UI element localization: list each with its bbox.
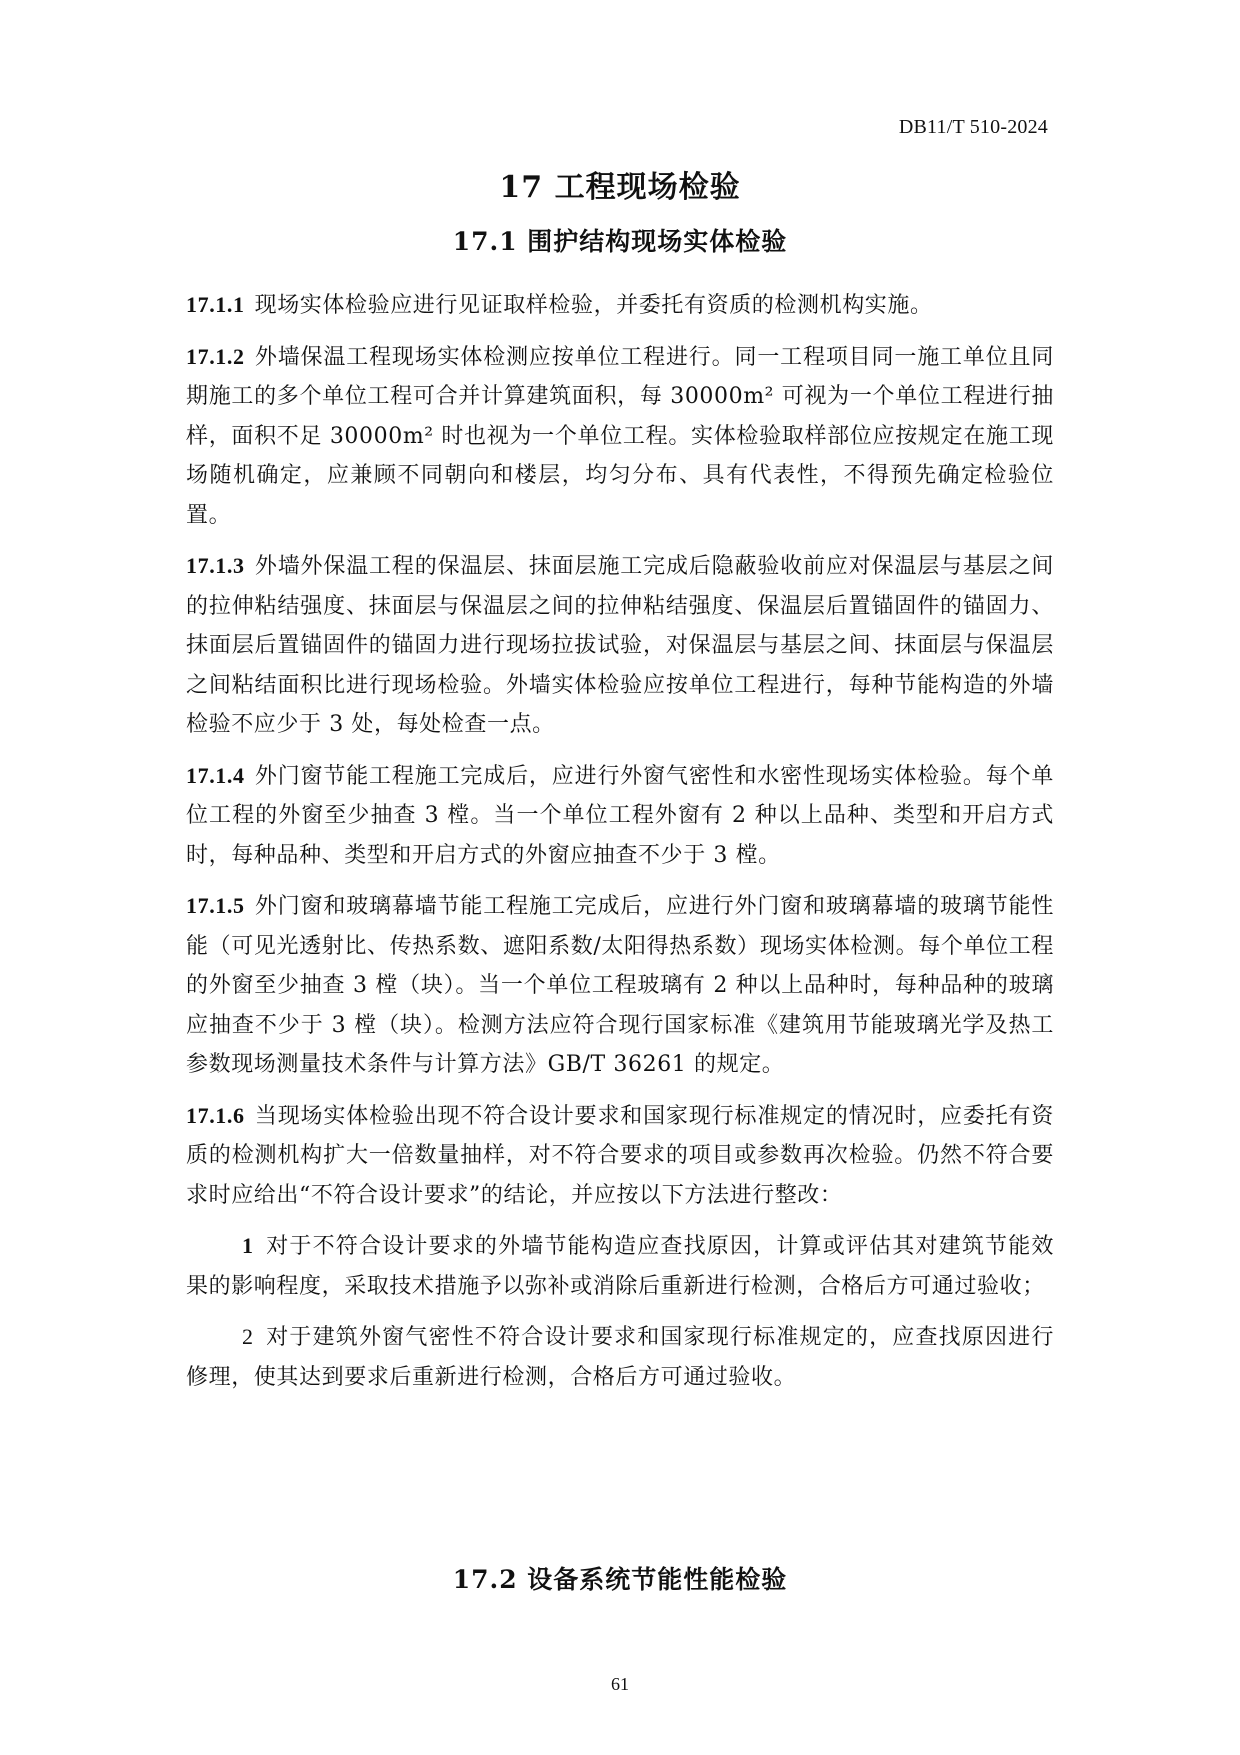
item-number: 2 [242,1324,254,1349]
clause-17-1-3 [186,546,1054,745]
clause-17-1-2 [186,337,1054,536]
standard-code: DB11/T 510-2024 [898,116,1048,138]
item-text: 对于不符合设计要求的外墙节能构造应查找原因，计算或评估其对建筑节能效果的影响程度，采取技术措施予以弥补或消除后重新进行检测，合格后方可通过验收； [186,1234,1054,1299]
clause-17-1-6 [186,1096,1054,1216]
list-item-2 [186,1317,1054,1397]
clause-17-1-4 [186,756,1054,876]
clause-number: 17.1.1 [186,292,245,317]
clause-text: 外墙保温工程现场实体检测应按单位工程进行。同一工程项目同一施工单位且同期施工的多个单位工程可合并计算建筑面积，每 30000m² 可视为一个单位工程进行抽样，面积不足 30000m² 时也视为一个单位工程。实体检验取样部位应按规定在施工现场随机确定，应兼顾不同朝向和楼层，均匀分布、具有代表性，不得预先确定检验位置。 [186,344,1054,528]
clause-17-1-1 [186,285,1054,326]
clause-text: 外墙外保温工程的保温层、抹面层施工完成后隐蔽验收前应对保温层与基层之间的拉伸粘结强度、抹面层与保温层之间的拉伸粘结强度、保温层后置锚固件的锚固力、抹面层后置锚固件的锚固力进行现场拉拔试验，对保温层与基层之间、抹面层与保温层之间粘结面积比进行现场检验。外墙实体检验应按单位工程进行，每种节能构造的外墙检验不应少于 3 处，每处检查一点。 [186,554,1054,737]
clause-number: 17.1.6 [186,1102,245,1128]
clause-number: 17.1.3 [186,553,245,578]
chapter-title: 17 工程现场检验 [499,170,741,205]
page-number: 61 [611,1674,629,1694]
item-number: 1 [242,1233,254,1258]
content-body [186,285,1054,1408]
clause-number: 17.1.2 [186,343,245,369]
clause-text: 外门窗和玻璃幕墙节能工程施工完成后，应进行外门窗和玻璃幕墙的玻璃节能性能（可见光透射比、传热系数、遮阳系数/太阳得热系数）现场实体检测。每个单位工程的外窗至少抽查 3 樘（块）。当一个单位工程玻璃有 2 种以上品种时，每种品种的玻璃应抽查不少于 3 樘（块）。检测方法应符合现行国家标准《建筑用节能玻璃光学及热工参数现场测量技术条件与计算方法》GB/T 36261 的规定。 [186,894,1054,1077]
clause-text: 外门窗节能工程施工完成后，应进行外窗气密性和水密性现场实体检验。每个单位工程的外窗至少抽查 3 樘。当一个单位工程外窗有 2 种以上品种、类型和开启方式时，每种品种、类型和开启方式的外窗应抽查不少于 3 樘。 [186,763,1054,868]
clause-number: 17.1.5 [186,893,245,918]
section-title-17-1: 17.1 围护结构现场实体检验 [452,227,788,256]
clause-number: 17.1.4 [186,762,245,788]
item-text: 对于建筑外窗气密性不符合设计要求和国家现行标准规定的，应查找原因进行修理，使其达到要求后重新进行检测，合格后方可通过验收。 [186,1325,1054,1390]
clause-text: 当现场实体检验出现不符合设计要求和国家现行标准规定的情况时，应委托有资质的检测机构扩大一倍数量抽样，对不符合要求的项目或参数再次检验。仍然不符合要求时应给出“不符合设计要求”的结论，并应按以下方法进行整改： [186,1103,1054,1208]
clause-17-1-5 [186,886,1054,1085]
clause-text: 现场实体检验应进行见证取样检验，并委托有资质的检测机构实施。 [254,293,933,318]
list-item-1 [186,1226,1054,1306]
section-title-17-2: 17.2 设备系统节能性能检验 [452,1565,788,1594]
